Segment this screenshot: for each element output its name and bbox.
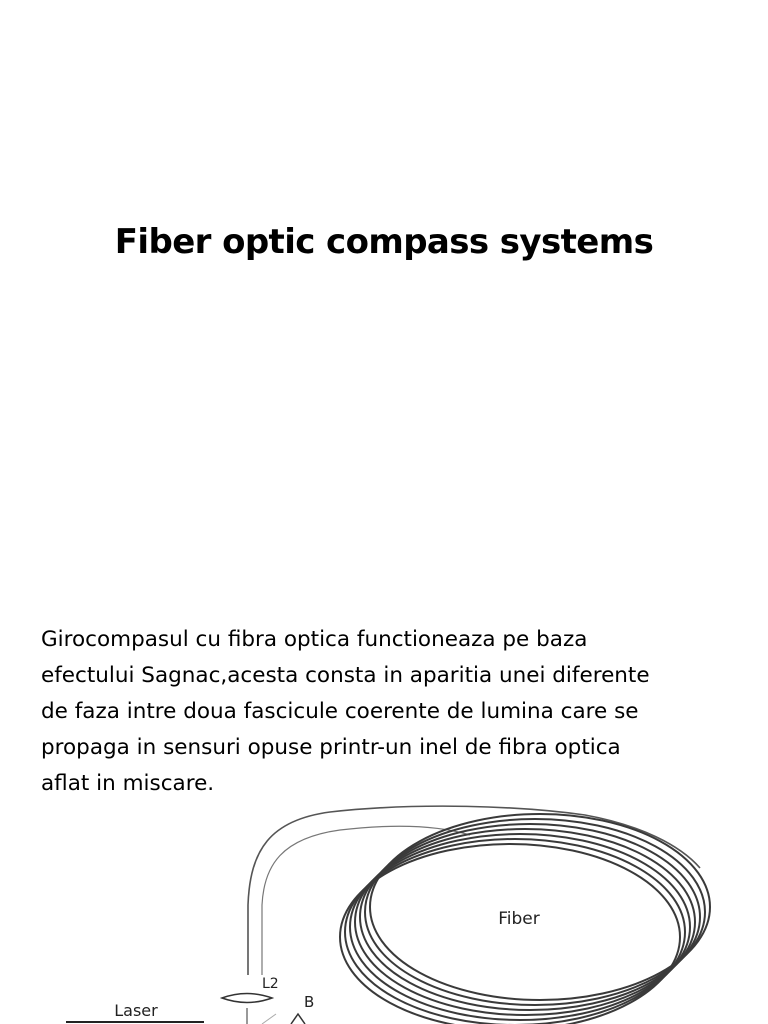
body-line: Girocompasul cu fibra optica functioneaza pe baza [41,627,588,652]
beam-line-angled [262,1014,276,1024]
body-line: de faza intre doua fascicule coerente de lumina care se [41,699,639,724]
laser-label: Laser [114,1001,158,1020]
fiber-lead-outer [248,806,700,975]
slide-body-text [41,622,741,802]
body-line: propaga in sensuri opuse printr-un inel de fibra optica [41,735,621,760]
slide-title: Fiber optic compass systems [114,222,654,262]
fiber-label: Fiber [498,909,540,929]
fiber-gyroscope-diagram [0,790,768,1024]
splitter-icon [291,1014,305,1024]
splitter-label: B [304,993,315,1011]
body-line: efectului Sagnac,acesta consta in aparitia unei diferente [41,663,650,688]
lens-label: L2 [262,976,279,992]
body-line: aflat in miscare. [41,771,215,796]
lens-icon [222,994,272,1003]
